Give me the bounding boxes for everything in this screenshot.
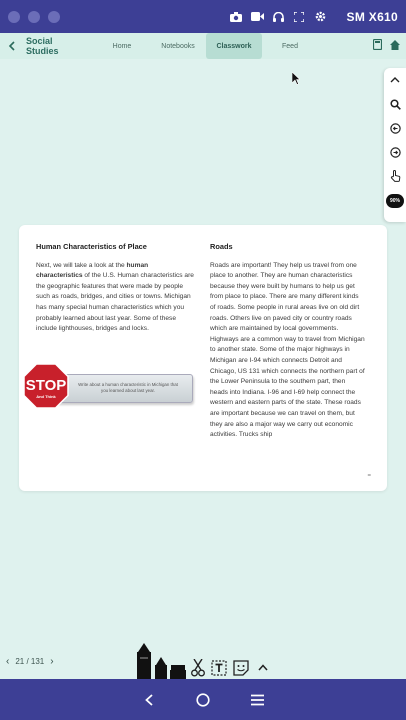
- stop-sign-sublabel: And Think: [36, 394, 56, 399]
- stop-prompt-banner: Write about a human characteristic in Michigan that you learned about last year.: [53, 374, 193, 403]
- device-title-bar: [0, 0, 406, 33]
- drawing-toolbox: [134, 643, 276, 679]
- tab-feed[interactable]: Feed: [282, 42, 298, 50]
- left-para-bold-term: human characteristics: [36, 261, 149, 280]
- pointer-hand-icon[interactable]: [389, 170, 401, 182]
- mouse-cursor-icon: [292, 72, 300, 85]
- left-column: [36, 242, 196, 335]
- back-chevron-icon[interactable]: [8, 38, 22, 54]
- page-counter: 21 / 131: [15, 657, 45, 666]
- nav-back-icon[interactable]: [142, 693, 156, 707]
- textbook-page: [19, 225, 387, 491]
- home-icon[interactable]: [390, 37, 400, 55]
- tab-home[interactable]: Home: [112, 42, 132, 50]
- right-column: [210, 242, 365, 441]
- nav-tabs: [94, 33, 318, 59]
- page-navigator: [6, 656, 54, 667]
- undo-icon[interactable]: [389, 122, 401, 134]
- left-paragraph: [36, 261, 196, 335]
- right-paragraph: Roads are important! They help us travel from one place to another. They are human characteristics because they were built by humans to help us get from place to place. There are many different kinds of roads. Some people in rural areas live on old dirt roads. Others live on paved city or country roads which are maintained by local governments. Highways are a common way to travel from Michigan to another state. Some of the major highways in Michigan are I-94 which connects Detroit and Chicago, US 131 which connects the northern part of the Lower Peninsula to the southern part, then heads into Indiana. I-96 and I-69 help connect the western and eastern parts of the state. These roads are important because we can travel on them, but they are also a major way we carry out economic activities. Trucks ship: [210, 261, 365, 439]
- book-icon[interactable]: [373, 37, 382, 55]
- window-maximize-dot[interactable]: [48, 11, 60, 23]
- sticker-emoji-icon[interactable]: [233, 660, 249, 676]
- subject-title[interactable]: [26, 36, 84, 56]
- highlighter-tool-icon[interactable]: [170, 665, 186, 679]
- window-minimize-dot[interactable]: [28, 11, 40, 23]
- fullscreen-icon[interactable]: [293, 11, 306, 22]
- toolbox-expand-chevron-icon[interactable]: [258, 664, 268, 671]
- nav-recents-icon[interactable]: [250, 693, 264, 707]
- prev-page-chevron-icon[interactable]: ‹: [6, 656, 10, 667]
- side-tool-rail: [384, 68, 406, 222]
- tab-notebooks[interactable]: Notebooks: [161, 42, 195, 50]
- subject-title-line2: Studies: [26, 46, 59, 56]
- left-para-text-start: Next, we will take a look at the: [36, 261, 127, 269]
- tab-classwork[interactable]: Classwork: [206, 33, 262, 59]
- app-header: [0, 33, 406, 59]
- zoom-level-badge[interactable]: 90%: [386, 194, 404, 208]
- nav-home-icon[interactable]: [196, 693, 210, 707]
- pen-tool-icon[interactable]: [136, 643, 152, 679]
- search-icon[interactable]: [389, 98, 401, 110]
- redo-icon[interactable]: [389, 146, 401, 158]
- headphones-icon[interactable]: [272, 11, 285, 22]
- device-name: SM X610: [346, 9, 398, 24]
- stop-sign-label: STOP: [25, 377, 67, 394]
- subject-title-line1: Social: [26, 36, 53, 46]
- text-tool-icon[interactable]: [211, 660, 227, 676]
- system-nav-bar: [0, 679, 406, 720]
- left-para-text-end: of the U.S. Human characteristics are the geographic features that were made by people such as roads, bridges, and cities or towns. Michigan has many special human characteristics which you probably learned about last year. Some of these include lighthouses, bridges and locks.: [36, 272, 194, 333]
- settings-gear-icon[interactable]: [314, 11, 327, 22]
- next-page-chevron-icon[interactable]: ›: [50, 656, 54, 667]
- video-icon[interactable]: [251, 11, 264, 22]
- window-close-dot[interactable]: [8, 11, 20, 23]
- chevron-up-icon[interactable]: [389, 74, 401, 86]
- window-controls: [8, 11, 60, 23]
- pencil-tool-icon[interactable]: [154, 657, 168, 679]
- continue-marker: =: [367, 473, 371, 479]
- stop-and-think-callout[interactable]: [23, 363, 193, 411]
- scissors-icon[interactable]: [191, 659, 205, 677]
- right-heading: Roads: [210, 242, 233, 251]
- camera-icon[interactable]: [230, 11, 243, 22]
- left-heading: Human Characteristics of Place: [36, 242, 147, 251]
